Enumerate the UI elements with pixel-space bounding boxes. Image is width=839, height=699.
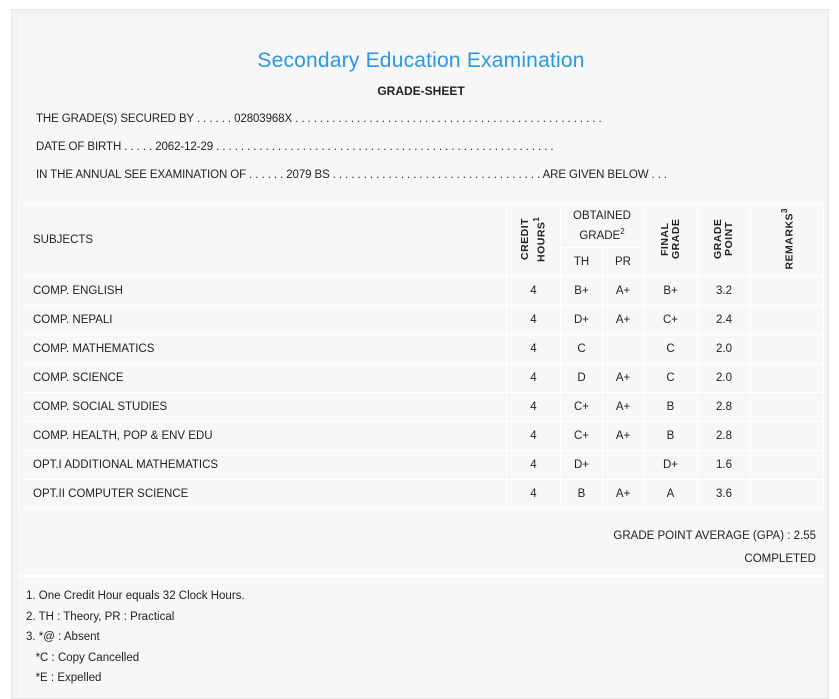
sheet-subtitle: GRADE-SHEET (377, 84, 465, 98)
cell-credit: 4 (507, 422, 561, 451)
cell-final: C (644, 335, 698, 364)
cell-point: 3.6 (698, 480, 751, 509)
cell-th: B (561, 480, 603, 509)
pr-header: PR (603, 248, 644, 277)
cell-pr: A+ (603, 393, 644, 422)
cell-remarks (751, 335, 824, 364)
table-row (19, 422, 824, 451)
cell-point: 2.4 (698, 306, 751, 335)
table-row (19, 480, 824, 509)
student-info (18, 105, 824, 189)
table-row (19, 393, 824, 422)
cell-credit: 4 (507, 277, 561, 306)
cell-pr: A+ (603, 480, 644, 509)
cell-th: D+ (561, 451, 603, 480)
dob-line: DATE OF BIRTH . . . . . 2062-12-29 . . . . . . . . . . . . . . . . . . . . . . . . . . . . . . . . . . . . . . . . . . . . . . . . . . . . . . . (36, 141, 554, 153)
cell-final: D+ (644, 451, 698, 480)
cell-point: 2.0 (698, 364, 751, 393)
grade-sheet (11, 9, 829, 699)
note: 1. One Credit Hour equals 32 Clock Hours. (26, 590, 245, 602)
cell-subject: COMP. SOCIAL STUDIES (19, 393, 507, 422)
cell-subject: OPT.I ADDITIONAL MATHEMATICS (19, 451, 507, 480)
cell-point: 3.2 (698, 277, 751, 306)
secured-by-line: THE GRADE(S) SECURED BY . . . . . . 02803968X . . . . . . . . . . . . . . . . . . . . . . . . . . . . . . . . . . . . . . . . . . . . . . . . . . (36, 113, 602, 125)
table-row (19, 335, 824, 364)
table-row (19, 364, 824, 393)
table-row (19, 306, 824, 335)
obtained-grade-header: OBTAINED GRADE$^2$ (561, 204, 644, 248)
cell-remarks (751, 422, 824, 451)
cell-final: A (644, 480, 698, 509)
cell-subject: COMP. NEPALI (19, 306, 507, 335)
final-grade-header: FINAL GRADE (644, 204, 698, 277)
cell-remarks (751, 277, 824, 306)
cell-subject: OPT.II COMPUTER SCIENCE (19, 480, 507, 509)
subjects-header: SUBJECTS (19, 204, 507, 277)
cell-subject: COMP. SCIENCE (19, 364, 507, 393)
cell-final: C (644, 364, 698, 393)
note: 3. *@ : Absent (26, 631, 100, 643)
cell-th: C+ (561, 393, 603, 422)
cell-subject: COMP. MATHEMATICS (19, 335, 507, 364)
credit-hours-header: CREDIT HOURS$^1$ (507, 204, 561, 277)
cell-credit: 4 (507, 451, 561, 480)
cell-credit: 4 (507, 335, 561, 364)
cell-credit: 4 (507, 306, 561, 335)
cell-pr (603, 451, 644, 480)
cell-pr: A+ (603, 277, 644, 306)
cell-point: 2.8 (698, 393, 751, 422)
cell-th: C+ (561, 422, 603, 451)
cell-remarks (751, 393, 824, 422)
note: 2. TH : Theory, PR : Practical (26, 610, 175, 623)
cell-pr (603, 335, 644, 364)
cell-final: B (644, 422, 698, 451)
grades-table (18, 203, 824, 509)
cell-pr: A+ (603, 306, 644, 335)
grade-point-header: GRADE POINT (698, 204, 751, 277)
cell-pr: A+ (603, 422, 644, 451)
result-status: COMPLETED (744, 553, 816, 565)
cell-credit: 4 (507, 364, 561, 393)
cell-point: 1.6 (698, 451, 751, 480)
cell-final: B (644, 393, 698, 422)
note: *E : Expelled (26, 672, 102, 684)
table-row (19, 277, 824, 306)
cell-remarks (751, 306, 824, 335)
cell-subject: COMP. HEALTH, POP & ENV EDU (19, 422, 507, 451)
note: *C : Copy Cancelled (26, 651, 140, 664)
cell-pr: A+ (603, 364, 644, 393)
cell-final: B+ (644, 277, 698, 306)
exam-line: IN THE ANNUAL SEE EXAMINATION OF . . . . . . 2079 BS . . . . . . . . . . . . . . . . . . . . . . . . . . . . . . . . . . ARE GIVEN BELOW . . . (36, 169, 668, 181)
cell-th: D (561, 364, 603, 393)
remarks-header: REMARKS$^3$ (751, 204, 824, 277)
footnotes (18, 575, 824, 698)
cell-credit: 4 (507, 480, 561, 509)
gpa: GRADE POINT AVERAGE (GPA) : 2.55 (613, 530, 816, 542)
cell-point: 2.8 (698, 422, 751, 451)
cell-remarks (751, 451, 824, 480)
table-row (19, 451, 824, 480)
cell-final: C+ (644, 306, 698, 335)
cell-subject: COMP. ENGLISH (19, 277, 507, 306)
cell-remarks (751, 364, 824, 393)
cell-th: C (561, 335, 603, 364)
exam-title: Secondary Education Examination (257, 49, 585, 72)
cell-remarks (751, 480, 824, 509)
cell-point: 2.0 (698, 335, 751, 364)
th-header: TH (561, 248, 603, 277)
cell-th: B+ (561, 277, 603, 306)
cell-th: D+ (561, 306, 603, 335)
cell-credit: 4 (507, 393, 561, 422)
